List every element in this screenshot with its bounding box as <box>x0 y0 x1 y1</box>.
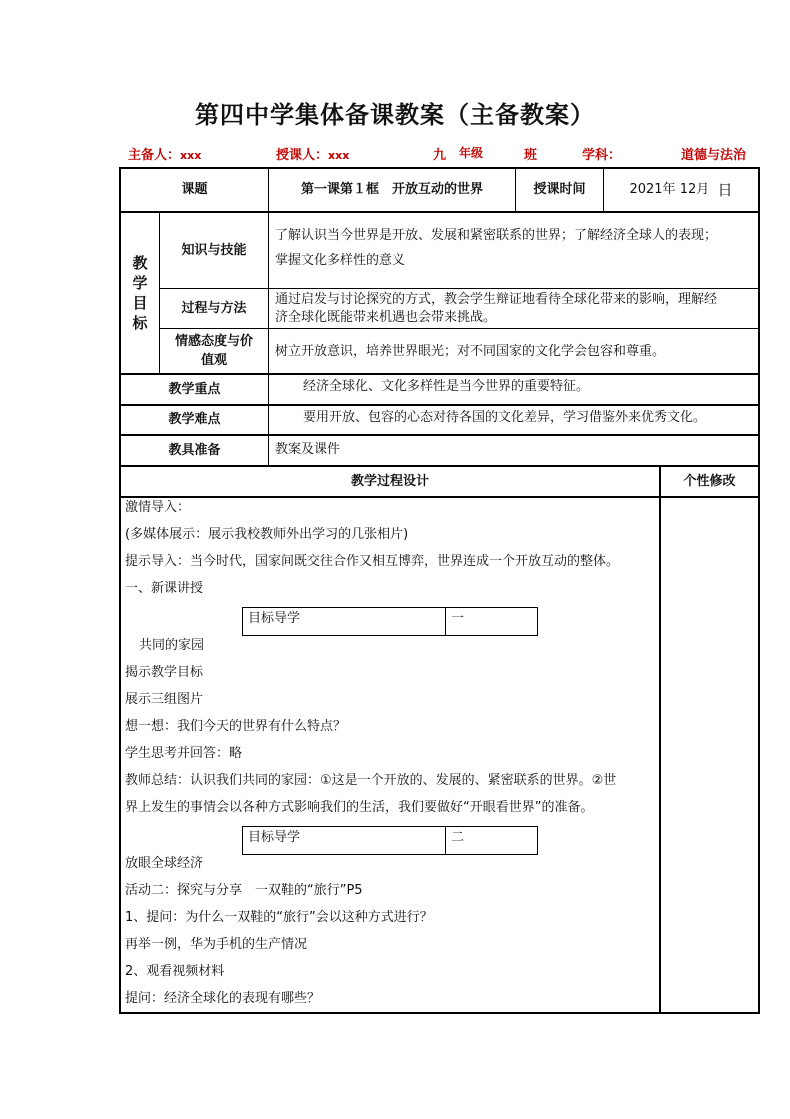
author-value: xxx <box>180 149 202 162</box>
process-line-12: 放眼全球经济 <box>125 856 204 871</box>
time-year: 2021年 <box>629 182 676 197</box>
tools-value: 教案及课件 <box>275 442 341 457</box>
rule-process-header-bottom <box>119 496 760 498</box>
process-line-14: 1、提问：为什么一双鞋的“旅行”会以这种方式进行？ <box>125 910 433 925</box>
goal-emotion-line1: 树立开放意识，培养世界眼光；对不同国家的文化学会包容和尊重。 <box>275 344 666 359</box>
time-label: 授课时间 <box>533 182 586 197</box>
difficulty-label: 教学难点 <box>168 412 221 427</box>
process-line-9: 学生思考并回答：略 <box>125 746 243 761</box>
process-line-10: 教师总结：认识我们共同的家园：①这是一个开放的、发展的、紧密联系的世界。②世 <box>125 773 617 788</box>
process-line-1: 激情导入： <box>125 500 191 515</box>
goals-label-text: 教学目标 <box>132 254 148 332</box>
process-line-11: 界上发生的事情会以各种方式影响我们的生活，我们要做好“开眼看世界”的准备。 <box>125 800 594 815</box>
table-border-bottom <box>119 1012 760 1014</box>
time-day: 日 <box>717 181 733 199</box>
grade-label: 年级 <box>459 146 484 160</box>
class-label: 班 <box>524 148 538 163</box>
time-value <box>604 169 758 211</box>
key-value: 经济全球化、文化多样性是当今世界的重要特征。 <box>303 379 590 394</box>
goal-guide-box-1 <box>242 607 538 636</box>
process-label: 教学过程设计 <box>350 473 429 489</box>
process-line-2: (多媒体展示：展示我校教师外出学习的几张相片) <box>125 527 409 542</box>
subject-value: 道德与法治 <box>681 148 747 163</box>
goal-guide-box-1-divider <box>445 608 446 635</box>
rule-personal-column <box>659 466 661 1013</box>
goal-guide-box-1-value: 一 <box>451 611 465 626</box>
author-label <box>128 144 201 163</box>
goal-guide-box-2-divider <box>445 827 446 854</box>
personal-label: 个性修改 <box>683 473 736 489</box>
teacher-value: xxx <box>328 149 350 162</box>
process-line-6: 揭示教学目标 <box>125 665 204 680</box>
process-line-13: 活动二：探究与分享 一双鞋的“旅行”P5 <box>125 883 363 898</box>
goal-guide-box-2-value: 二 <box>451 830 465 845</box>
difficulty-value: 要用开放、包容的心态对待各国的文化差异，学习借鉴外来优秀文化。 <box>303 410 707 425</box>
goals-label <box>121 213 159 373</box>
goal-process-label: 过程与方法 <box>181 300 247 316</box>
process-line-5: 共同的家园 <box>139 638 205 653</box>
process-line-3: 提示导入：当今时代，国家间既交往合作又相互博弈，世界连成一个开放互动的整体。 <box>125 554 620 569</box>
process-line-4: 一、新课讲授 <box>125 581 204 596</box>
goal-knowledge-line2: 掌握文化多样性的意义 <box>275 253 406 268</box>
time-month: 12月 <box>679 182 710 197</box>
grade-value: 九 <box>433 148 447 163</box>
goal-emotion-label-2: 值观 <box>200 353 227 368</box>
author-label-text: 主备人： <box>128 148 181 163</box>
teacher-label-text: 授课人： <box>276 148 329 163</box>
process-line-8: 想一想：我们今天的世界有什么特点？ <box>125 719 347 734</box>
goal-knowledge-line1: 了解认识当今世界是开放、发展和紧密联系的世界；了解经济全球人的表现； <box>275 228 718 243</box>
document-title: 第四中学集体备课教案（主备教案） <box>195 100 595 129</box>
table-border-right <box>758 167 760 1014</box>
process-line-7: 展示三组图片 <box>125 692 204 707</box>
topic-value: 第一课第１框 开放互动的世界 <box>300 182 483 197</box>
goal-process-line1: 通过启发与讨论探究的方式，教会学生辩证地看待全球化带来的影响，理解经 <box>275 292 718 307</box>
process-line-16: 2、观看视频材料 <box>125 964 225 979</box>
process-line-15: 再举一例，华为手机的生产情况 <box>125 937 308 952</box>
goal-emotion-label-1: 情感态度与价 <box>174 334 253 349</box>
goal-guide-box-1-label: 目标导学 <box>248 611 301 626</box>
process-line-17: 提问：经济全球化的表现有哪些？ <box>125 991 321 1006</box>
goal-emotion-label <box>160 329 268 373</box>
teacher-label <box>276 144 349 163</box>
tools-label: 教具准备 <box>168 442 221 458</box>
topic-label: 课题 <box>181 182 208 197</box>
subject-label: 学科： <box>582 148 622 163</box>
goal-guide-box-2-label: 目标导学 <box>248 830 301 845</box>
key-label: 教学重点 <box>168 381 221 397</box>
goal-process-line2: 济全球化既能带来机遇也会带来挑战。 <box>275 310 497 325</box>
goal-guide-box-2 <box>242 826 538 855</box>
goal-knowledge-label: 知识与技能 <box>181 242 247 258</box>
rule-label-column <box>268 167 269 466</box>
